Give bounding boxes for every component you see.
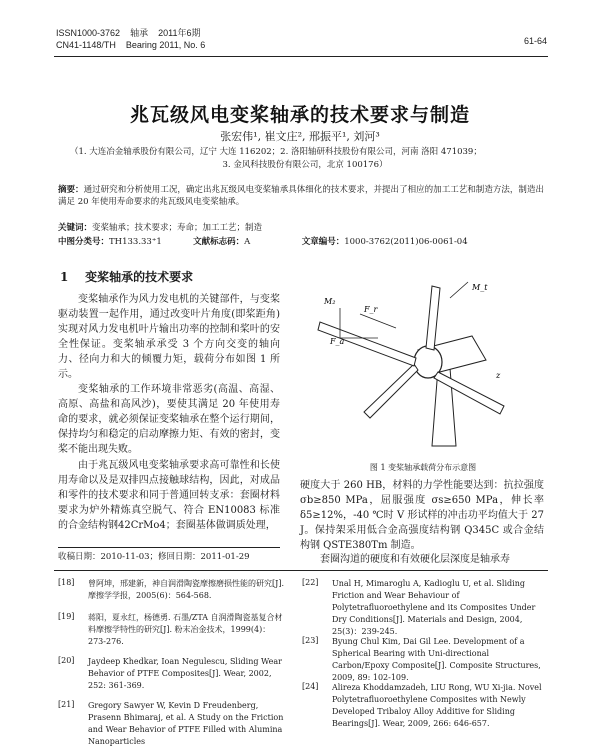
right-paragraph-1: 硬度大于 260 HB，材料的力学性能要达到：抗拉强度 σb≥850 MPa，屈服强度 σs≥650 MPa，伸长率 δ5≥12%，-40 ℃时 V 形试样的冲击功平均值大于 27 J。保持架采用低合金高强度结构钢 Q345C 或合金结构钢 QSTE380Tm 制造。 — [300, 480, 544, 551]
reference-item: [22] Unal H, Mimaroglu A, Kadioglu U, et al. Sliding Friction and Wear Behaviour of Polytetrafluoroethylene and its Composites Under Dry Conditions[J]. Materials and Design, 2004, 25(3)：239-245. — [302, 578, 536, 636]
abstract: 摘要：通过研究和分析使用工况，确定出兆瓦级风电变桨轴承具体细化的技术要求，并提出了相应的加工工艺和制造方法，制造出满足 20 年使用寿命要求的兆瓦级风电变桨轴承。 — [58, 185, 544, 207]
blade-upper — [426, 286, 440, 350]
reference-item: [21] Gregory Sawyer W, Kevin D Freudenberg, Prasenn Bhimaraj, et al. A Study on the Friction and Wear Behavior of PTFE Filled with Alumina Nanoparticles — [58, 700, 284, 746]
keywords: 关键词：变桨轴承；技术要求；寿命；加工工艺；制造 — [58, 223, 263, 233]
label-fa: F_a — [330, 337, 345, 346]
label-fr: F_r — [364, 305, 378, 314]
article-title: 兆瓦级风电变桨轴承的技术要求与制造 — [129, 104, 470, 126]
references-right — [302, 578, 546, 728]
label-m2: M₂ — [324, 297, 336, 306]
moment-arrow — [450, 282, 468, 298]
paragraph-3: 由于兆瓦级风电变桨轴承要求高可靠性和长使用寿命以及是双排四点接触球结构，因此，对成品和零件的技术要求和同于普通回转支承：套圈材料要求为炉外精炼真空脱气、符合 EN10083 标准的合金结构钢42CrMo4；套圈基体做调质处理， — [58, 460, 280, 531]
affiliation-2: 3. 金风科技股份有限公司，北京 100176） — [222, 160, 388, 170]
figure-1-diagram — [300, 278, 546, 448]
label-mt: M_t — [472, 283, 488, 292]
authors: 张宏伟¹, 崔文庄², 邢振平¹, 刘河³ — [220, 130, 380, 143]
blade-lower-left — [364, 364, 418, 418]
label-z: z — [496, 371, 501, 380]
footnote-rule — [58, 547, 280, 548]
reference-item: [19] 蒋阳，夏永红，杨德勇. 石墨/ZTA 自润滑陶瓷基复合材料摩擦学特性的研究[J]. 粉末冶金技术，1999(4)：273-276. — [58, 612, 283, 646]
blade-lower-right — [434, 372, 504, 414]
section-heading: 1 变桨轴承的技术要求 — [60, 270, 194, 284]
reference-item: [20] Jaydeep Khedkar, Ioan Negulescu, Sliding Wear Behavior of PTFE Composites[J]. Wear, 2002, 252: 361-369. — [58, 656, 282, 690]
references-rule — [54, 570, 548, 571]
classification-line: 中图分类号：TH133.33⁺1 文献标志码：A 文章编号：1000-3762(2011)06-0061-04 — [58, 237, 468, 247]
received-date: 收稿日期：2010-11-03；修回日期：2011-01-29 — [58, 552, 250, 562]
references-left — [58, 578, 288, 746]
paragraph-2: 变桨轴承的工作环境非常恶劣(高温、高湿、高原、高盐和高风沙)，要使其满足 20 年使用寿命的要求，就必须保证变桨轴承在整个运行期间，保持均匀和稳定的启动摩擦力矩、有效的密封，变桨不能出现失败。 — [58, 384, 280, 455]
paragraph-1: 变桨轴承作为风力发电机的关键部件，与变桨驱动装置一起作用，通过改变叶片角度(即桨距角)实现对风力发电机叶片输出功率的控制和桨叶的安全性保证。变桨轴承承受 3 个方向交变的轴向力、径向力和大的倾覆力矩，载荷分布如图 1 所示。 — [58, 294, 280, 380]
header-rule — [54, 56, 548, 57]
reference-item: [18] 曾阿坤，邢建新，神自润滑陶瓷摩擦磨损性能的研究[J]. 摩擦学学报，2005(6)：564-568. — [58, 578, 284, 600]
force-arrow — [360, 314, 396, 328]
reference-item: [24] Alireza Khoddamzadeh, LIU Rong, WU Xi-jia. Novel Polytetrafluoroethylene Composites with Newly Developed Tribaloy Alloy Additive for Sliding Bearings[J]. Wear, 2009, 266: 646-657. — [302, 682, 542, 728]
header-left-1: ISSN1000-3762 轴承 2011年6期 — [56, 28, 201, 38]
right-paragraph-2: 套圈沟道的硬度和有效硬化层深度是轴承寿 — [320, 554, 510, 565]
affiliation-1: （1. 大连冶金轴承股份有限公司，辽宁 大连 116202；2. 洛阳轴研科技股份有限公司，河南 洛阳 471039； — [70, 147, 482, 157]
page-range: 61-64 — [524, 36, 548, 46]
figure-caption: 图 1 变桨轴承载荷分布示意图 — [369, 463, 477, 472]
header-left-2: CN41-1148/TH Bearing 2011, No. 6 — [56, 40, 206, 50]
reference-item: [23] Byung Chul Kim, Dai Gil Lee. Development of a Spherical Bearing with Uni-directional Carbon/Epoxy Composite[J]. Composite Structures, 2009, 89: 102-109. — [302, 636, 541, 682]
